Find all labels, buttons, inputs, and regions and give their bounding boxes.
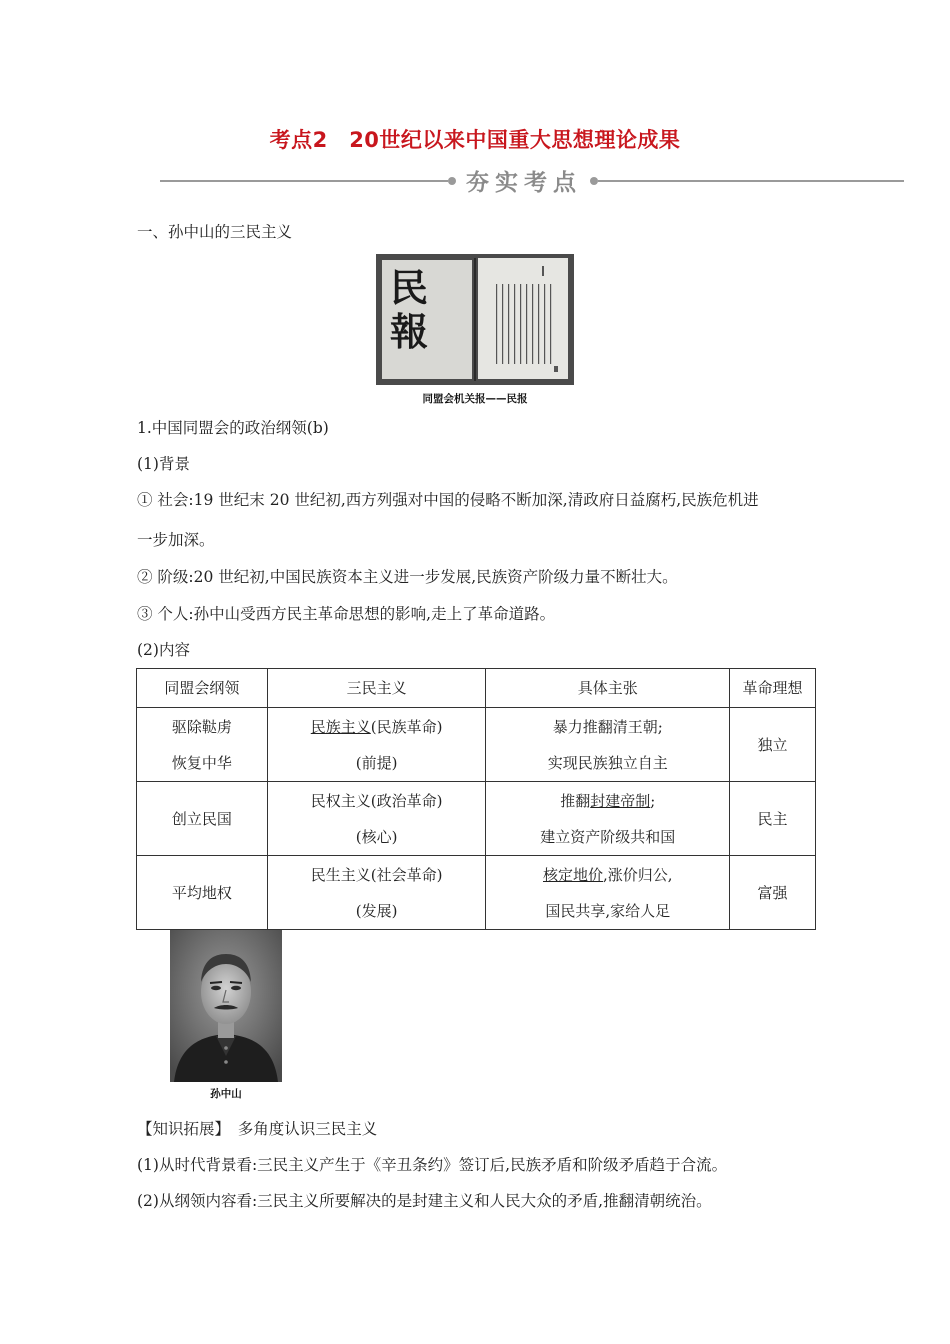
banner-line-left — [160, 180, 448, 182]
cell-line — [486, 783, 729, 819]
cell-line: 建立资产阶级共和国 — [540, 827, 676, 846]
cell-text: (民族革命) — [370, 717, 443, 736]
subheading: (2)内容 — [137, 641, 190, 659]
program-cell — [137, 708, 268, 782]
cell-line: (发展) — [355, 901, 398, 920]
ideal-cell: 富强 — [730, 856, 816, 930]
cell-line: (核心) — [355, 827, 398, 846]
paragraph: ② 阶级:20 世纪初,中国民族资本主义进一步发展,民族资产阶级力量不断壮大。 — [137, 568, 678, 586]
minbao-masthead: 民報 — [390, 265, 429, 354]
image-caption: 同盟会机关报——民报 — [422, 393, 528, 405]
cell-line: 民生主义(社会革命) — [310, 865, 443, 884]
subheading: (1)背景 — [137, 455, 190, 473]
cell-line: 驱除鞑虏 — [171, 717, 232, 736]
cell-line — [486, 709, 729, 745]
program-table — [136, 668, 816, 930]
sun-yatsen-portrait — [170, 930, 282, 1082]
paragraph: 一步加深。 — [137, 531, 215, 549]
principle-cell — [267, 708, 486, 782]
principle-cell — [267, 856, 486, 930]
cell-line: 实现民族独立自主 — [547, 753, 668, 772]
claim-cell — [486, 856, 730, 930]
cell-text: 暴力推翻清王朝; — [552, 717, 663, 736]
cell-line: 创立民国 — [171, 809, 232, 828]
paragraph: (2)从纲领内容看:三民主义所要解决的是封建主义和人民大众的矛盾,推翻清朝统治。 — [137, 1192, 712, 1210]
banner-dot-left — [448, 177, 456, 185]
page-title: 考点2 20世纪以来中国重大思想理论成果 — [269, 128, 681, 152]
paragraph: (1)从时代背景看:三民主义产生于《辛丑条约》签订后,民族矛盾和阶级矛盾趋于合流。 — [137, 1156, 728, 1174]
table-row — [137, 856, 816, 930]
minbao-image — [376, 254, 574, 385]
ideal-cell: 独立 — [730, 708, 816, 782]
cell-text: 推翻 — [560, 791, 591, 810]
section-heading: 一、孙中山的三民主义 — [137, 223, 293, 241]
section-banner — [160, 164, 904, 198]
underlined-term: 封建帝制 — [590, 791, 651, 810]
column-header: 革命理想 — [730, 669, 816, 708]
knowledge-expansion-title: 【知识拓展】 多角度认识三民主义 — [137, 1120, 378, 1138]
cell-line — [486, 857, 729, 893]
column-header: 同盟会纲领 — [137, 669, 268, 708]
claim-cell — [486, 708, 730, 782]
cell-line: (前提) — [355, 753, 398, 772]
image-caption: 孙中山 — [210, 1088, 242, 1100]
program-cell — [137, 856, 268, 930]
cell-text: ,涨价归公, — [603, 865, 673, 884]
portrait-illustration — [170, 930, 282, 1082]
principle-cell — [267, 782, 486, 856]
banner-dot-right — [590, 177, 598, 185]
cell-line: 平均地权 — [171, 883, 232, 902]
ideal-cell: 民主 — [730, 782, 816, 856]
underlined-term: 民族主义 — [310, 717, 371, 736]
table-header-row — [137, 669, 816, 708]
cell-line: 恢复中华 — [171, 753, 232, 772]
column-header: 具体主张 — [486, 669, 730, 708]
table-row — [137, 708, 816, 782]
program-cell — [137, 782, 268, 856]
cell-text: ; — [650, 791, 656, 810]
table-row — [137, 782, 816, 856]
paragraph: ③ 个人:孙中山受西方民主革命思想的影响,走上了革命道路。 — [137, 605, 556, 623]
underlined-term: 核定地价 — [543, 865, 604, 884]
paragraph: ① 社会:19 世纪末 20 世纪初,西方列强对中国的侵略不断加深,清政府日益腐朽,民族危机进 — [137, 491, 759, 509]
banner-line-right — [598, 180, 904, 182]
claim-cell — [486, 782, 730, 856]
cell-line: 国民共享,家给人足 — [545, 901, 671, 920]
column-header: 三民主义 — [267, 669, 486, 708]
banner-text: 夯实考点 — [466, 170, 582, 196]
subheading: 1.中国同盟会的政治纲领(b) — [137, 419, 329, 437]
cell-line: 民权主义(政治革命) — [310, 791, 443, 810]
cell-line — [268, 709, 486, 745]
